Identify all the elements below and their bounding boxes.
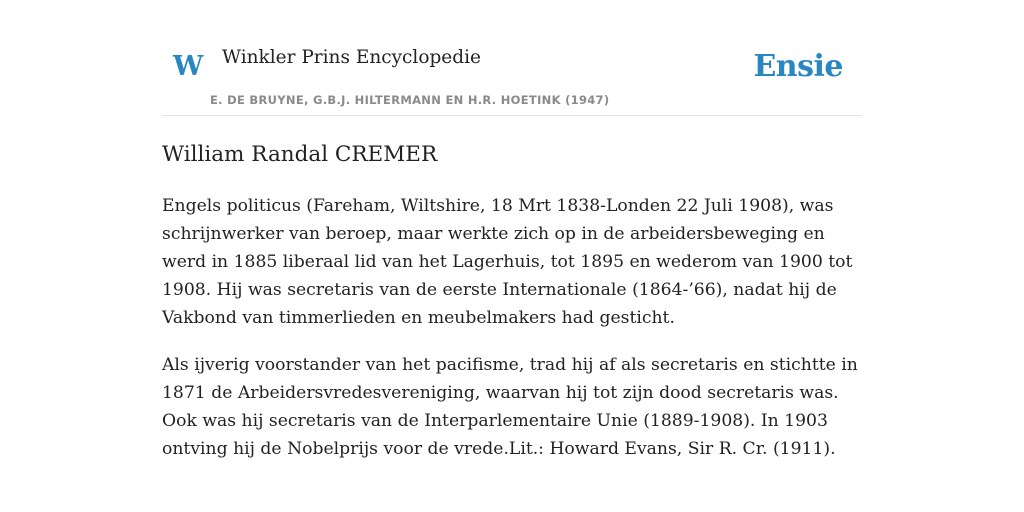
winkler-prins-logo-icon[interactable]: W [173, 51, 204, 82]
article-paragraph-2: Als ijverig voorstander van het pacifisme, trad hij af als secretaris en stichtte in 1871 de Arbeidersvredesvereniging, waarvan hij tot zijn dood secretaris was. Ook was hij secretaris van de Interparlementaire Unie (1889-1908). In 1903 ontving hij de Nobelprijs voor de vrede.Lit.: Howard Evans, Sir R. Cr. (1911). [162, 355, 858, 459]
article-paragraph-1: Engels politicus (Fareham, Wiltshire, 18 Mrt 1838-Londen 22 Juli 1908), was schrijnwerker van beroep, maar werkte zich op in de arbeidersbeweging en werd in 1885 liberaal lid van het Lagerhuis, tot 1895 en wederom van 1900 tot 1908. Hij was secretaris van de eerste Internationale (1864-’66), nadat hij de Vakbond van timmerlieden en meubelmakers had gesticht. [162, 196, 853, 328]
article-title: William Randal CREMER [162, 142, 438, 167]
article [162, 140, 862, 463]
source-header [162, 40, 862, 116]
ensie-logo[interactable]: Ensie [753, 49, 843, 84]
source-authors: E. DE BRUYNE, G.B.J. HILTERMANN EN H.R. HOETINK (1947) [210, 93, 610, 107]
source-title[interactable]: Winkler Prins Encyclopedie [222, 47, 481, 68]
